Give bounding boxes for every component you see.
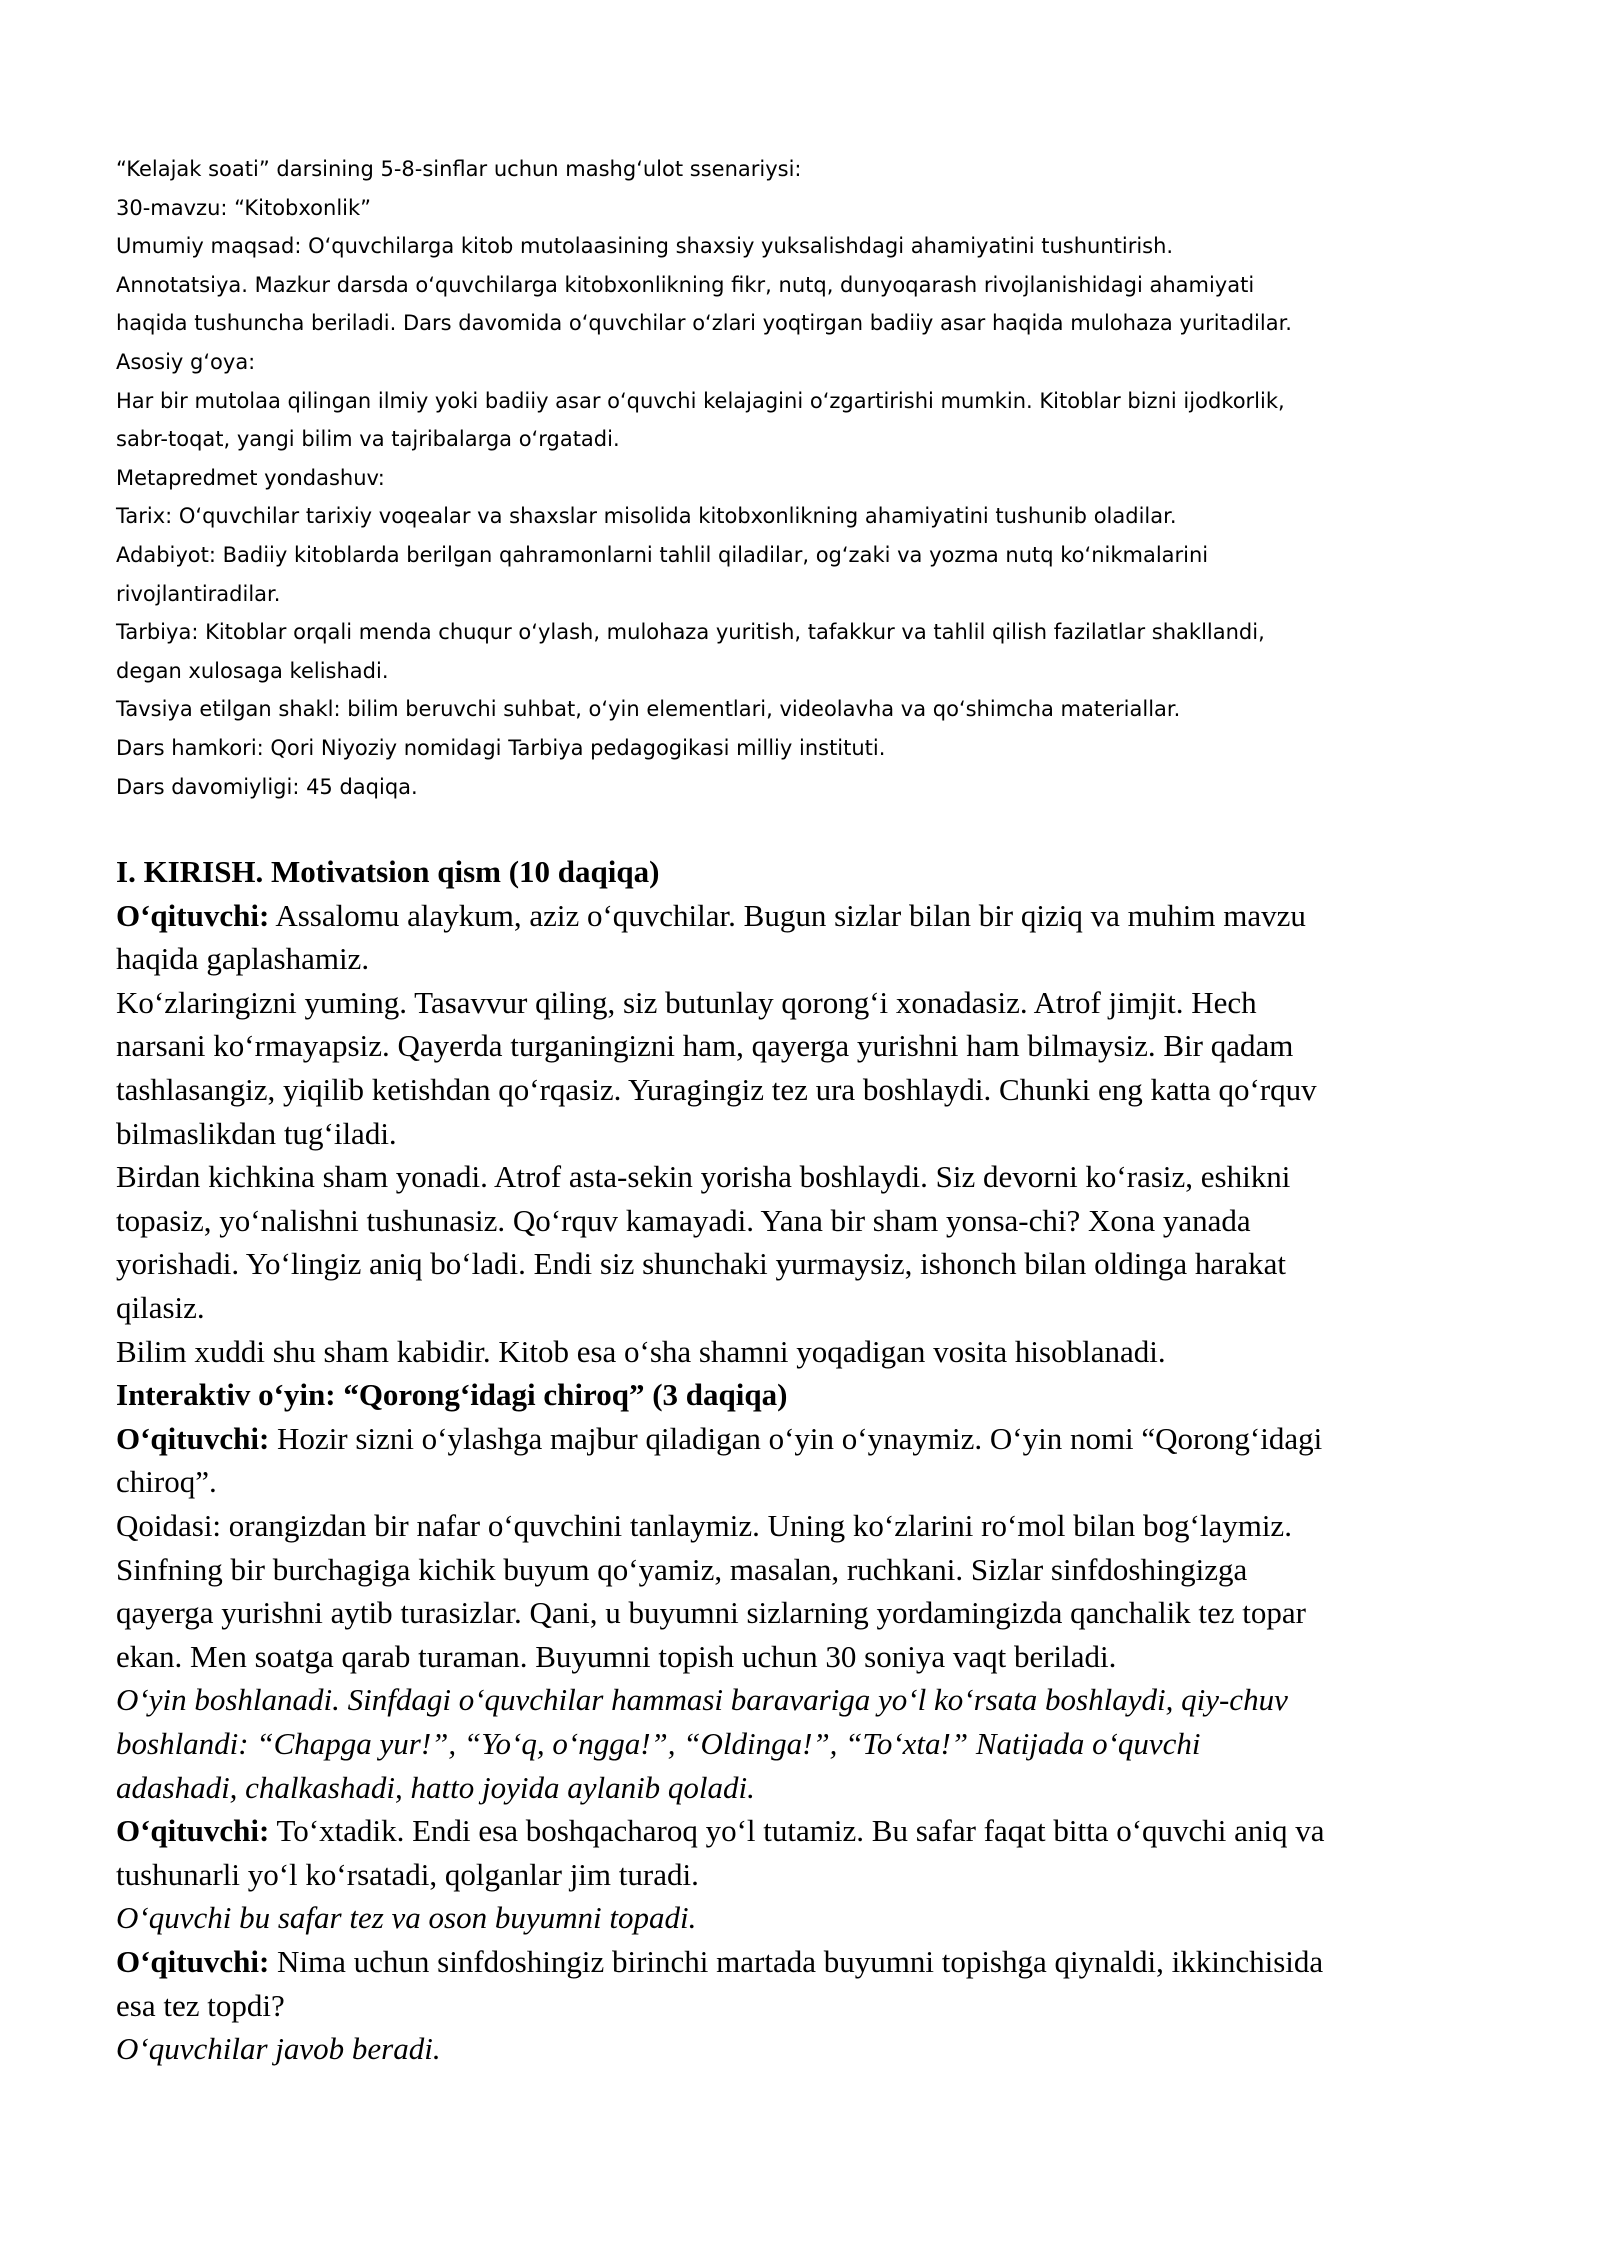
text-line: Ko‘zlaringizni yuming. Tasavvur qiling, siz butunlay qorong‘i xonadasiz. Atrof jimjit. Hech [116,984,1257,1020]
document-page [116,150,1516,2071]
text-line: Sinfning bir burchagiga kichik buyum qo‘yamiz, masalan, ruchkani. Sizlar sinfdoshingizga [116,1551,1248,1587]
teacher-line: O‘qituvchi: To‘xtadik. Endi esa boshqacharoq yo‘l tutamiz. Bu safar faqat bitta o‘quvchi aniq va [116,1813,1325,1849]
teacher-line: O‘qituvchi: Hozir sizni o‘ylashga majbur qiladigan o‘yin o‘ynaymiz. O‘yin nomi “Qorong‘idagi [116,1420,1323,1456]
metasubject-label: Metapredmet yondashuv: [116,465,385,490]
stage-direction: O‘quvchilar javob beradi. [116,2031,441,2067]
annotation-line: haqida tushuncha beriladi. Dars davomida o‘quvchilar o‘zlari yoqtirgan badiiy asar haqida mulohaza yuritadilar. [116,311,1292,336]
lesson-metadata [116,150,1516,806]
stage-direction: O‘quvchi bu safar tez va oson buyumni topadi. [116,1900,697,1936]
lesson-topic: 30-mavzu: “Kitobxonlik” [116,195,372,220]
text-line: haqida gaplashamiz. [116,941,370,977]
text-line: topasiz, yo‘nalishni tushunasiz. Qo‘rquv kamayadi. Yana bir sham yonsa-chi? Xona yanada [116,1202,1251,1238]
upbringing-line: degan xulosaga kelishadi. [116,658,389,683]
section-heading: I. KIRISH. Motivatsion qism (10 daqiqa) [116,854,660,890]
lesson-partner: Dars hamkori: Qori Niyoziy nomidagi Tarbiya pedagogikasi milliy instituti. [116,735,886,760]
text-line: tashlasangiz, yiqilib ketishdan qo‘rqasiz. Yuragingiz tez ura boshlaydi. Chunki eng katta qo‘rquv [116,1072,1317,1108]
main-idea-label: Asosiy g‘oya: [116,349,256,374]
teacher-line: O‘qituvchi: Assalomu alaykum, aziz o‘quvchilar. Bugun sizlar bilan bir qiziq va muhim mavzu [116,897,1306,933]
stage-direction: boshlandi: “Chapga yur!”, “Yo‘q, o‘ngga!”, “Oldinga!”, “To‘xta!” Natijada o‘quvchi [116,1725,1201,1761]
text-line: chiroq”. [116,1464,217,1500]
teacher-label: O‘qituvchi: [116,1813,270,1849]
document-title: “Kelajak soati” darsining 5-8-sinflar uchun mashg‘ulot ssenariysi: [116,157,802,181]
lesson-body [116,850,1516,2071]
stage-direction: O‘yin boshlanadi. Sinfdagi o‘quvchilar hammasi baravariga yo‘l ko‘rsata boshlaydi, qiy-chuv [116,1682,1288,1718]
text-line: esa tez topdi? [116,1987,285,2023]
annotation-line: Annotatsiya. Mazkur darsda o‘quvchilarga kitobxonlikning fikr, nutq, dunyoqarash rivojlanishidagi ahamiyati [116,272,1255,297]
text-line: Bilim xuddi shu sham kabidir. Kitob esa o‘sha shamni yoqadigan vosita hisoblanadi. [116,1333,1166,1369]
lesson-duration: Dars davomiyligi: 45 daqiqa. [116,774,418,799]
text-line: qayerga yurishni aytib turasizlar. Qani, u buyumni sizlarning yordamingizda qanchalik tez topar [116,1595,1307,1631]
main-idea-line: Har bir mutolaa qilingan ilmiy yoki badiiy asar o‘quvchi kelajagini o‘zgartirishi mumkin. Kitoblar bizni ijodkorlik, [116,388,1285,413]
text-line: qilasiz. [116,1290,205,1326]
lesson-goal: Umumiy maqsad: O‘quvchilarga kitob mutolaasining shaxsiy yuksalishdagi ahamiyatini tushuntirish. [116,234,1174,259]
upbringing-line: Tarbiya: Kitoblar orqali menda chuqur o‘ylash, mulohaza yuritish, tafakkur va tahlil qilish fazilatlar shakllandi, [116,620,1265,645]
teacher-line: O‘qituvchi: Nima uchun sinfdoshingiz birinchi martada buyumni topishga qiynaldi, ikkinchisida [116,1943,1324,1979]
teacher-label: O‘qituvchi: [116,897,270,933]
text-line: yorishadi. Yo‘lingiz aniq bo‘ladi. Endi siz shunchaki yurmaysiz, ishonch bilan oldinga harakat [116,1246,1287,1282]
stage-direction: adashadi, chalkashadi, hatto joyida aylanib qoladi. [116,1769,755,1805]
teacher-label: O‘qituvchi: [116,1943,270,1979]
literature-line: rivojlantiradilar. [116,581,281,606]
text-line: Birdan kichkina sham yonadi. Atrof asta-sekin yorisha boshlaydi. Siz devorni ko‘rasiz, eshikni [116,1159,1291,1195]
history-line: Tarix: O‘quvchilar tarixiy voqealar va shaxslar misolida kitobxonlikning ahamiyatini tushunib oladilar. [116,504,1177,529]
text-line: tushunarli yo‘l ko‘rsatadi, qolganlar jim turadi. [116,1856,699,1892]
text-line: bilmaslikdan tug‘iladi. [116,1115,397,1151]
main-idea-line: sabr-toqat, yangi bilim va tajribalarga o‘rgatadi. [116,427,620,452]
game-heading: Interaktiv o‘yin: “Qorong‘idagi chiroq” (3 daqiqa) [116,1377,788,1413]
literature-line: Adabiyot: Badiiy kitoblarda berilgan qahramonlarni tahlil qiladilar, og‘zaki va yozma nutq ko‘nikmalarini [116,542,1209,567]
recommended-form: Tavsiya etilgan shakl: bilim beruvchi suhbat, o‘yin elementlari, videolavha va qo‘shimcha materiallar. [116,697,1181,722]
teacher-label: O‘qituvchi: [116,1420,270,1456]
text-line: ekan. Men soatga qarab turaman. Buyumni topish uchun 30 soniya vaqt beriladi. [116,1638,1117,1674]
text-line: narsani ko‘rmayapsiz. Qayerda turganingizni ham, qayerga yurishni ham bilmaysiz. Bir qadam [116,1028,1294,1064]
text-line: Qoidasi: orangizdan bir nafar o‘quvchini tanlaymiz. Uning ko‘zlarini ro‘mol bilan bog‘laymiz. [116,1508,1292,1543]
